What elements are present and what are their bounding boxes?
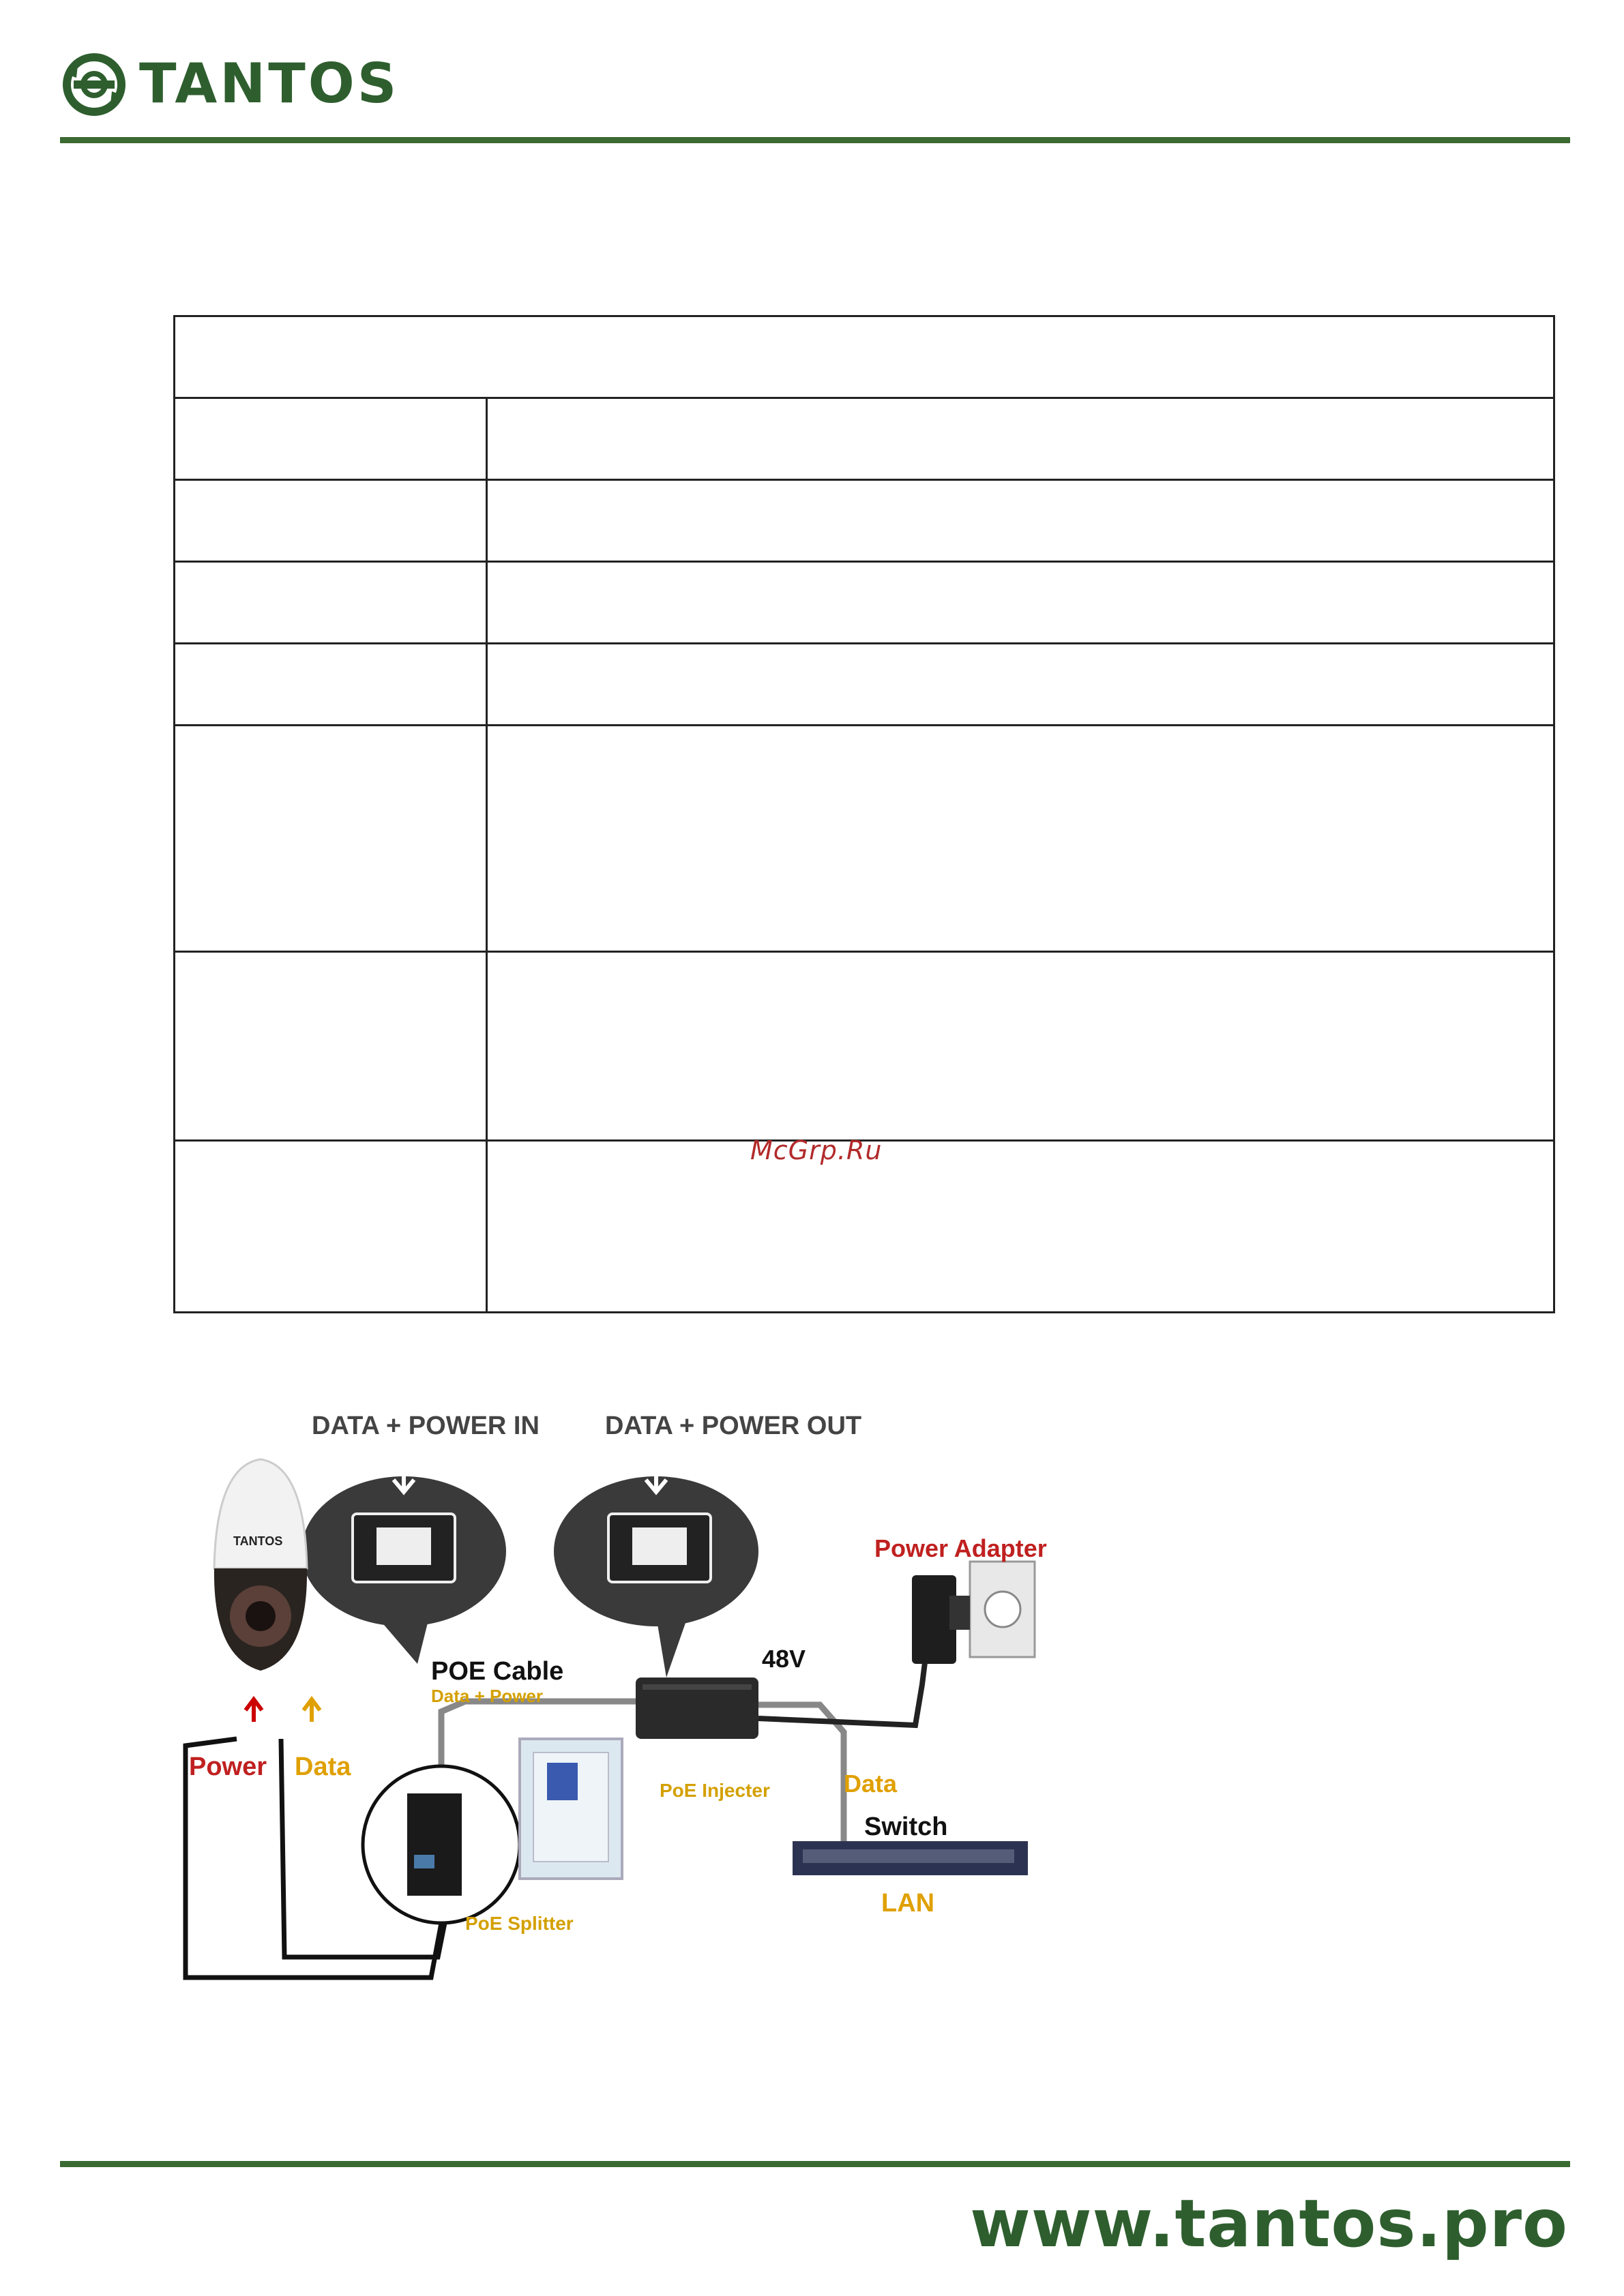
table-row-divider — [175, 724, 1553, 726]
lan-label: LAN — [881, 1889, 935, 1918]
data-label-right: Data — [844, 1770, 898, 1798]
data-plus-power-label: Data + Power — [431, 1686, 544, 1706]
data-power-in-label: DATA + POWER IN — [312, 1412, 540, 1440]
data-power-out-label: DATA + POWER OUT — [605, 1412, 862, 1440]
voltage-label: 48V — [762, 1645, 806, 1673]
poe-injecter-label: PoE Injecter — [660, 1780, 770, 1801]
footer-url[interactable]: www.tantos.pro — [970, 2186, 1568, 2262]
table-row-divider — [175, 479, 1553, 481]
poe-splitter-label: PoE Splitter — [465, 1913, 574, 1934]
poe-cable-label: POE Cable — [431, 1657, 564, 1686]
table-row-divider — [175, 561, 1553, 563]
table-row-divider — [175, 951, 1553, 953]
power-adapter-label: Power Adapter — [874, 1534, 1047, 1562]
table-row-divider — [175, 397, 1553, 399]
table-column-divider — [486, 397, 488, 1311]
table-row-divider — [175, 642, 1553, 644]
data-label-left: Data — [295, 1753, 351, 1781]
footer-divider — [60, 2161, 1570, 2167]
header-divider — [60, 137, 1570, 143]
switch-label: Switch — [864, 1813, 948, 1841]
watermark: McGrp.Ru — [750, 1135, 883, 1165]
brand-name: TANTOS — [139, 52, 400, 115]
tantos-ring-logo-icon — [60, 50, 128, 119]
poe-connection-diagram — [172, 1391, 1072, 1991]
power-label: Power — [189, 1753, 267, 1781]
camera-brand-label: TANTOS — [233, 1534, 283, 1548]
tantos-logo — [60, 48, 428, 123]
